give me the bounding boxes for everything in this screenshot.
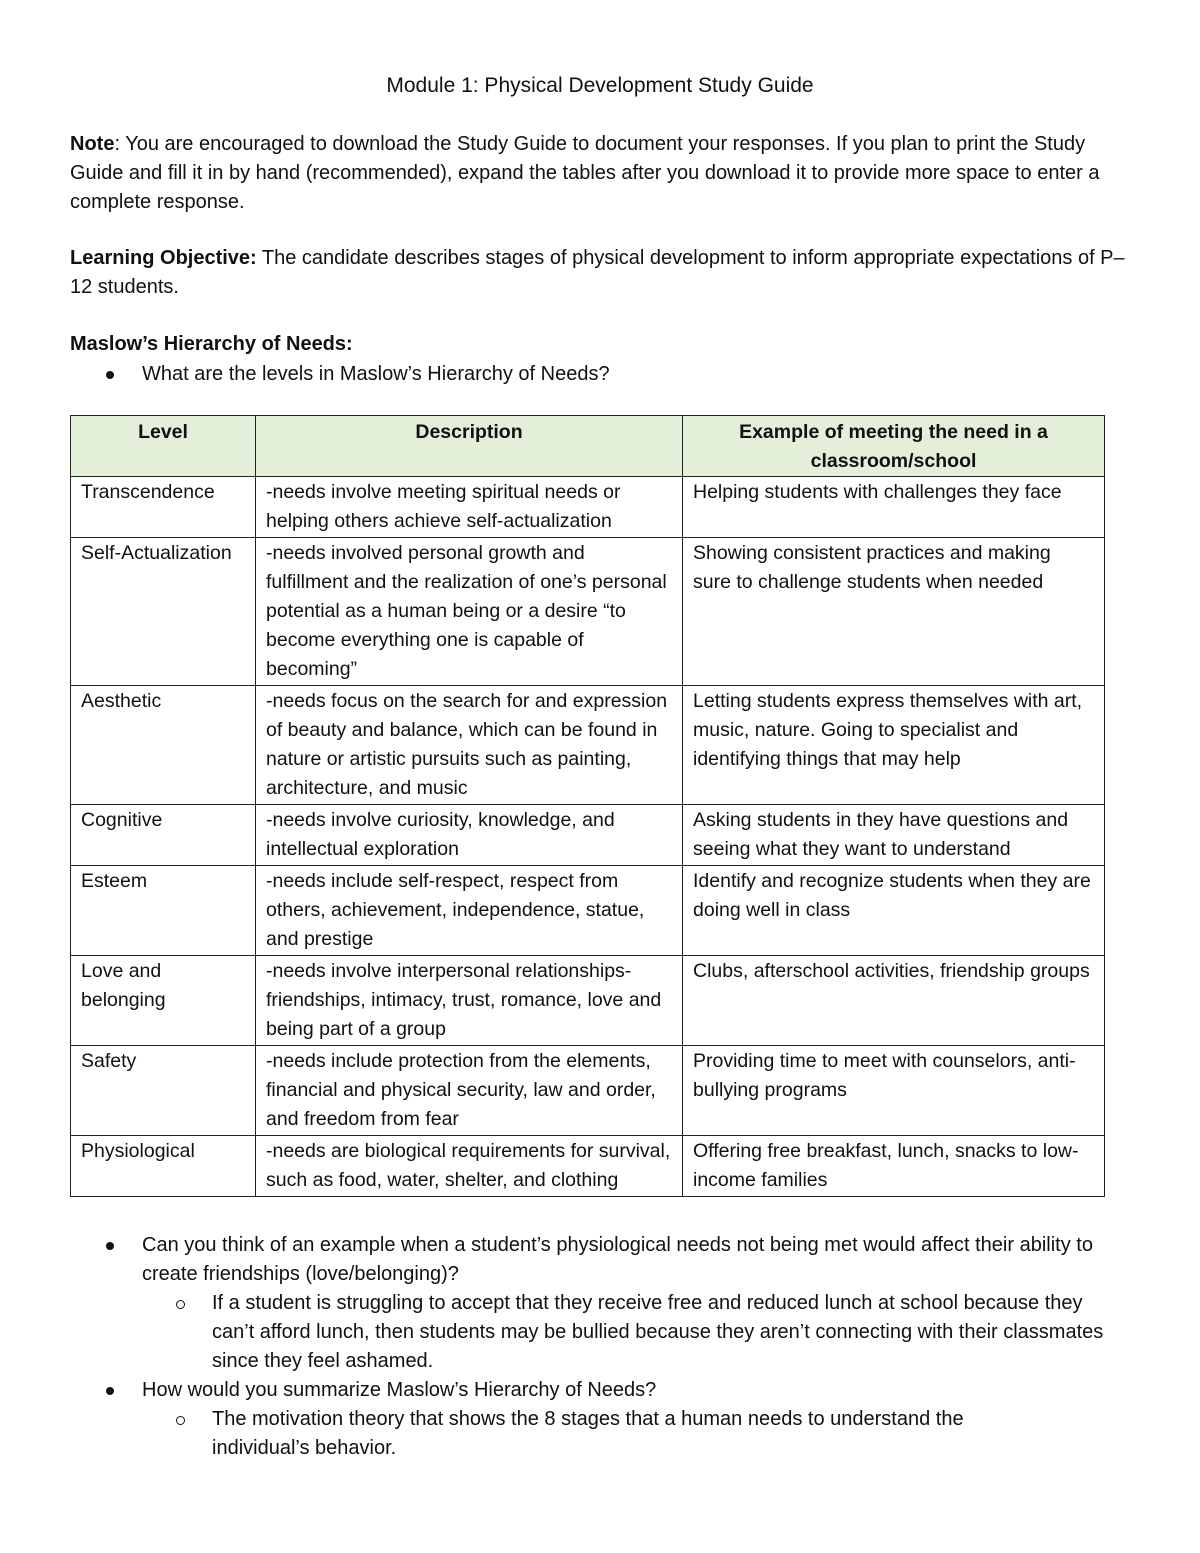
header-level: Level	[71, 416, 256, 477]
example-cell: Offering free breakfast, lunch, snacks to low-income families	[683, 1136, 1105, 1197]
table-row	[71, 1046, 1105, 1136]
description-cell: -needs involve curiosity, knowledge, and intellectual exploration	[256, 805, 683, 866]
learning-objective-text: The candidate describes stages of physical development to inform appropriate expectations of P–12 students.	[70, 247, 1125, 298]
table-row	[71, 477, 1105, 538]
sub-bullet-icon	[176, 1300, 185, 1309]
section-heading: Maslow’s Hierarchy of Needs:	[70, 333, 353, 355]
answer-2-text: If a student is struggling to accept that they receive free and reduced lunch at school because they can’t afford lunch, then students may be bullied because they aren’t connecting with their classmates since they feel ashamed.	[212, 1292, 1104, 1372]
list-item-question-2	[106, 1231, 1116, 1289]
table-row	[71, 805, 1105, 866]
example-cell: Showing consistent practices and making sure to challenge students when needed	[683, 538, 1105, 686]
note-text: : You are encouraged to download the Study Guide to document your responses. If you plan to print the Study Guide and fill it in by hand (recommended), expand the tables after you download it to provide more space to enter a complete response.	[70, 133, 1100, 213]
description-cell: -needs include self-respect, respect from others, achievement, independence, statue, and prestige	[256, 866, 683, 956]
bullet-icon	[106, 1387, 114, 1395]
level-cell: Cognitive	[71, 805, 256, 866]
example-cell: Helping students with challenges they face	[683, 477, 1105, 538]
level-cell: Transcendence	[71, 477, 256, 538]
table-row	[71, 686, 1105, 805]
header-description: Description	[256, 416, 683, 477]
level-cell: Physiological	[71, 1136, 256, 1197]
list-item-question-1	[106, 360, 1106, 389]
learning-objective-label: Learning Objective:	[70, 247, 257, 269]
page-title: Module 1: Physical Development Study Guide	[386, 74, 814, 97]
question-2-text: Can you think of an example when a student’s physiological needs not being met would affect their ability to create friendships (love/belonging)?	[142, 1234, 1093, 1285]
learning-objective-paragraph	[70, 244, 1130, 302]
example-cell: Letting students express themselves with art, music, nature. Going to specialist and identifying things that may help	[683, 686, 1105, 805]
example-cell: Providing time to meet with counselors, anti-bullying programs	[683, 1046, 1105, 1136]
question-3-text: How would you summarize Maslow’s Hierarchy of Needs?	[142, 1379, 657, 1401]
level-cell: Aesthetic	[71, 686, 256, 805]
header-example: Example of meeting the need in a classroom/school	[683, 416, 1105, 477]
answer-3-text: The motivation theory that shows the 8 stages that a human needs to understand the individual’s behavior.	[212, 1408, 964, 1459]
note-label: Note	[70, 133, 115, 155]
question-1-text: What are the levels in Maslow’s Hierarchy of Needs?	[142, 363, 610, 385]
description-cell: -needs involve meeting spiritual needs or helping others achieve self-actualization	[256, 477, 683, 538]
level-cell: Safety	[71, 1046, 256, 1136]
table-row	[71, 1136, 1105, 1197]
list-item-answer-3	[176, 1405, 1056, 1463]
level-cell: Esteem	[71, 866, 256, 956]
list-item-question-3	[106, 1376, 1116, 1405]
level-cell: Love and belonging	[71, 956, 256, 1046]
table-header-row	[71, 416, 1105, 477]
level-cell: Self-Actualization	[71, 538, 256, 686]
bullet-icon	[106, 371, 114, 379]
table-row	[71, 956, 1105, 1046]
description-cell: -needs involved personal growth and fulfillment and the realization of one’s personal potential as a human being or a desire “to become everything one is capable of becoming”	[256, 538, 683, 686]
table-row	[71, 866, 1105, 956]
sub-bullet-icon	[176, 1416, 185, 1425]
description-cell: -needs involve interpersonal relationships- friendships, intimacy, trust, romance, love and being part of a group	[256, 956, 683, 1046]
description-cell: -needs are biological requirements for survival, such as food, water, shelter, and clothing	[256, 1136, 683, 1197]
note-paragraph	[70, 130, 1130, 217]
description-cell: -needs focus on the search for and expression of beauty and balance, which can be found in nature or artistic pursuits such as painting, architecture, and music	[256, 686, 683, 805]
list-item-answer-2	[176, 1289, 1126, 1376]
example-cell: Clubs, afterschool activities, friendship groups	[683, 956, 1105, 1046]
table-row	[71, 538, 1105, 686]
bullet-icon	[106, 1242, 114, 1250]
example-cell: Asking students in they have questions and seeing what they want to understand	[683, 805, 1105, 866]
hierarchy-table	[70, 415, 1105, 1197]
description-cell: -needs include protection from the elements, financial and physical security, law and order, and freedom from fear	[256, 1046, 683, 1136]
example-cell: Identify and recognize students when they are doing well in class	[683, 866, 1105, 956]
